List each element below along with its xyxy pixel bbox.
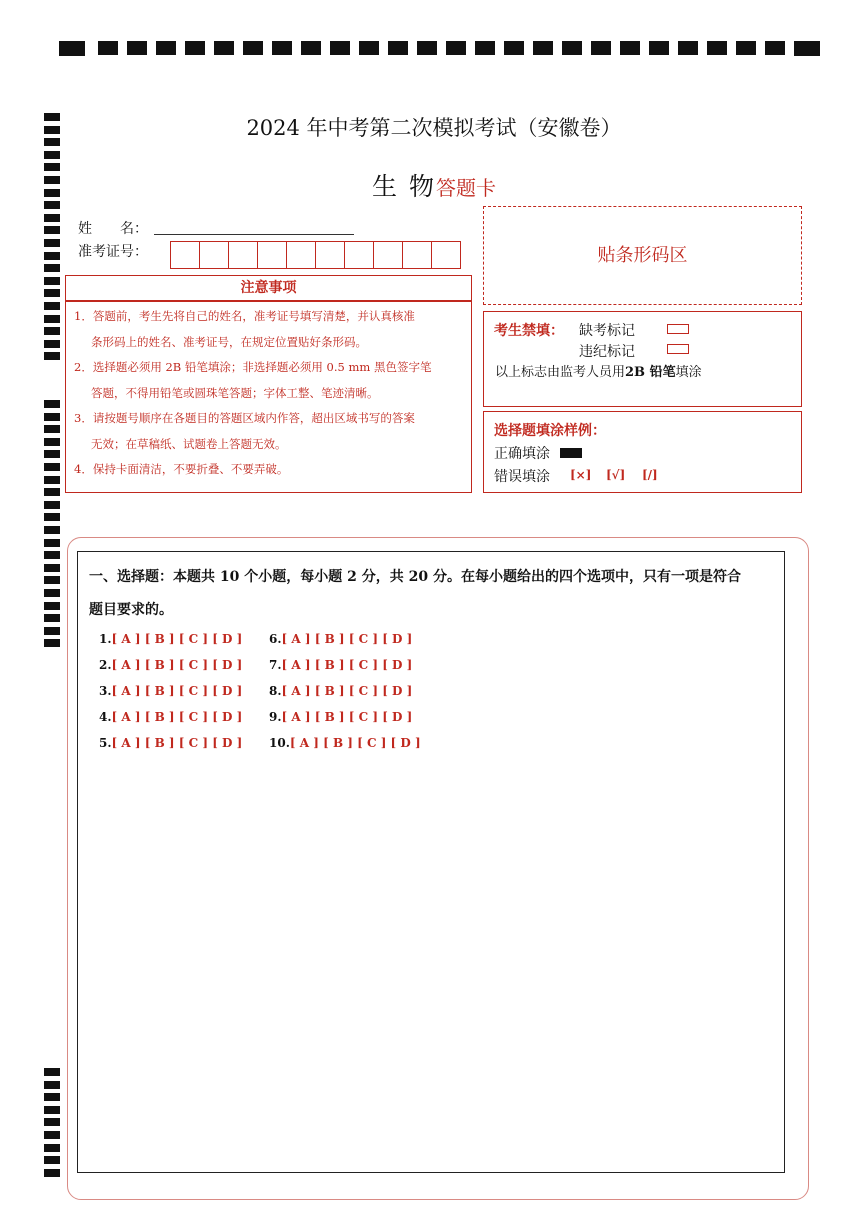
wrong-mark-2: [√] — [606, 468, 626, 482]
answer-options[interactable]: [ A ] [ B ] [ C ] [ D ] — [281, 684, 413, 698]
timing-mark — [44, 501, 60, 509]
question-number: 8. — [269, 684, 282, 698]
timing-mark — [44, 526, 60, 534]
timing-mark — [44, 627, 60, 635]
answer-options[interactable]: [ A ] [ B ] [ C ] [ D ] — [111, 710, 243, 724]
timing-mark — [359, 41, 379, 55]
timing-mark — [44, 602, 60, 610]
timing-mark — [59, 41, 85, 56]
timing-mark — [44, 176, 60, 184]
timing-mark — [44, 126, 60, 134]
question-number: 5. — [99, 736, 112, 750]
timing-mark — [562, 41, 582, 55]
timing-mark — [44, 289, 60, 297]
id-digit-box[interactable] — [403, 242, 432, 268]
correct-fill-sample — [560, 448, 582, 458]
id-digit-box[interactable] — [432, 242, 460, 268]
question-number: 1. — [99, 632, 112, 646]
timing-mark — [44, 450, 60, 458]
timing-mark — [44, 551, 60, 559]
id-digit-box[interactable] — [171, 242, 200, 268]
timing-mark — [44, 163, 60, 171]
timing-mark — [44, 488, 60, 496]
exam-title: 2024 年中考第二次模拟考试（安徽卷） — [246, 116, 622, 140]
choice-question[interactable] — [269, 658, 412, 672]
choice-question[interactable] — [99, 658, 242, 672]
id-label: 准考证号： — [78, 244, 148, 260]
notice-box — [65, 301, 472, 493]
timing-mark — [44, 513, 60, 521]
timing-mark — [44, 138, 60, 146]
timing-mark — [678, 41, 698, 55]
timing-mark — [44, 340, 60, 348]
question-number: 3. — [99, 684, 112, 698]
id-digit-box[interactable] — [229, 242, 258, 268]
timing-mark — [707, 41, 727, 55]
timing-mark — [44, 302, 60, 310]
forbidden-label: 考生禁填： — [494, 323, 564, 339]
timing-mark — [44, 589, 60, 597]
subject-name: 生 物 — [372, 172, 436, 201]
name-label: 姓 名： — [78, 221, 148, 237]
notice-line: 条形码上的姓名、准考证号，在规定位置贴好条形码。 — [91, 335, 367, 349]
question-number: 10. — [269, 736, 290, 750]
barcode-area: 贴条形码区 — [483, 206, 802, 305]
timing-mark — [127, 41, 147, 55]
subject-title — [0, 167, 868, 203]
note-bold: 2B 铅笔 — [625, 365, 676, 380]
timing-mark — [44, 277, 60, 285]
timing-mark — [44, 151, 60, 159]
timing-mark — [44, 315, 60, 323]
question-number: 6. — [269, 632, 282, 646]
note-prefix: 以上标志由监考人员用 — [495, 365, 626, 380]
sample-title: 选择题填涂样例： — [494, 423, 606, 439]
choice-question[interactable] — [269, 710, 412, 724]
wrong-label: 错误填涂 — [494, 469, 550, 485]
timing-mark — [301, 41, 321, 55]
question-number: 7. — [269, 658, 282, 672]
absent-label: 缺考标记 — [579, 323, 635, 339]
sample-box — [483, 411, 802, 493]
id-digit-box[interactable] — [345, 242, 374, 268]
id-digit-box[interactable] — [316, 242, 345, 268]
id-digit-box[interactable] — [374, 242, 403, 268]
timing-mark — [44, 425, 60, 433]
violation-mark-box[interactable] — [667, 344, 689, 354]
section1-heading: 一、选择题：本题共 10 个小题，每小题 2 分，共 20 分。在每小题给出的四个选项中，只有一项是符合 — [89, 569, 741, 585]
timing-mark — [156, 41, 176, 55]
answer-options[interactable]: [ A ] [ B ] [ C ] [ D ] — [281, 632, 413, 646]
timing-mark — [44, 201, 60, 209]
notice-line: 答题，不得用铅笔或圆珠笔答题；字体工整、笔迹清晰。 — [91, 386, 379, 400]
timing-mark — [44, 639, 60, 647]
forbidden-note — [495, 361, 702, 380]
timing-mark — [44, 352, 60, 360]
choice-question[interactable] — [99, 736, 242, 750]
notice-line: 无效；在草稿纸、试题卷上答题无效。 — [91, 437, 287, 451]
timing-mark — [388, 41, 408, 55]
id-digit-box[interactable] — [287, 242, 316, 268]
timing-mark — [185, 41, 205, 55]
timing-mark — [44, 264, 60, 272]
name-field[interactable] — [154, 234, 354, 235]
timing-mark — [44, 214, 60, 222]
timing-mark — [44, 1068, 60, 1076]
answer-options[interactable]: [ A ] [ B ] [ C ] [ D ] — [289, 736, 421, 750]
wrong-mark-1: [×] — [570, 468, 592, 482]
violation-label: 违纪标记 — [579, 344, 635, 360]
forbidden-box — [483, 311, 802, 407]
timing-mark — [272, 41, 292, 55]
timing-mark — [44, 252, 60, 260]
id-digit-box[interactable] — [200, 242, 229, 268]
choice-question[interactable] — [99, 710, 242, 724]
answer-options[interactable]: [ A ] [ B ] [ C ] [ D ] — [281, 710, 413, 724]
absent-mark-box[interactable] — [667, 324, 689, 334]
timing-mark — [533, 41, 553, 55]
timing-mark — [243, 41, 263, 55]
answer-options[interactable]: [ A ] [ B ] [ C ] [ D ] — [111, 684, 243, 698]
subject-suffix: 答题卡 — [435, 176, 496, 200]
timing-mark — [44, 1118, 60, 1126]
id-digit-box[interactable] — [258, 242, 287, 268]
question-number: 4. — [99, 710, 112, 724]
timing-mark — [475, 41, 495, 55]
timing-mark — [44, 1081, 60, 1089]
timing-mark — [44, 564, 60, 572]
timing-mark — [44, 1169, 60, 1177]
timing-mark — [44, 1144, 60, 1152]
timing-mark — [44, 539, 60, 547]
timing-mark — [44, 226, 60, 234]
notice-line: 4．保持卡面清洁，不要折叠、不要弄破。 — [74, 462, 289, 476]
timing-mark — [44, 614, 60, 622]
notice-line: 2．选择题必须用 2B 铅笔填涂；非选择题必须用 0.5 mm 黑色签字笔 — [74, 360, 432, 374]
section1-heading-cont: 题目要求的。 — [89, 602, 173, 618]
timing-mark — [44, 438, 60, 446]
answer-options[interactable]: [ A ] [ B ] [ C ] [ D ] — [111, 658, 243, 672]
note-suffix: 填涂 — [675, 365, 702, 380]
wrong-mark-3: [/] — [642, 468, 658, 482]
timing-mark — [330, 41, 350, 55]
timing-mark — [44, 1131, 60, 1139]
timing-mark — [44, 476, 60, 484]
timing-mark — [44, 189, 60, 197]
timing-mark — [591, 41, 611, 55]
timing-mark — [44, 463, 60, 471]
timing-mark — [98, 41, 118, 55]
answer-options[interactable]: [ A ] [ B ] [ C ] [ D ] — [111, 736, 243, 750]
answer-options[interactable]: [ A ] [ B ] [ C ] [ D ] — [281, 658, 413, 672]
correct-label: 正确填涂 — [494, 446, 550, 462]
timing-mark — [649, 41, 669, 55]
timing-mark — [620, 41, 640, 55]
timing-mark — [736, 41, 756, 55]
timing-mark — [44, 576, 60, 584]
id-number-boxes[interactable] — [170, 241, 461, 269]
timing-mark — [44, 1156, 60, 1164]
notice-heading: 注意事项 — [65, 275, 472, 301]
question-number: 9. — [269, 710, 282, 724]
timing-mark — [44, 413, 60, 421]
timing-mark — [44, 400, 60, 408]
notice-line: 1．答题前，考生先将自己的姓名，准考证号填写清楚，并认真核准 — [74, 309, 415, 323]
timing-mark — [44, 1106, 60, 1114]
timing-mark — [44, 327, 60, 335]
timing-mark — [417, 41, 437, 55]
choice-question[interactable] — [99, 684, 242, 698]
choice-question[interactable] — [269, 632, 412, 646]
choice-question[interactable] — [269, 684, 412, 698]
choice-question[interactable] — [269, 736, 421, 750]
timing-mark — [214, 41, 234, 55]
timing-mark — [446, 41, 466, 55]
timing-mark — [765, 41, 785, 55]
answer-options[interactable]: [ A ] [ B ] [ C ] [ D ] — [111, 632, 243, 646]
question-number: 2. — [99, 658, 112, 672]
timing-mark — [44, 113, 60, 121]
timing-mark — [504, 41, 524, 55]
timing-mark — [44, 239, 60, 247]
timing-mark — [794, 41, 820, 56]
choice-question[interactable] — [99, 632, 242, 646]
notice-line: 3．请按题号顺序在各题目的答题区域内作答，超出区域书写的答案 — [74, 411, 415, 425]
timing-mark — [44, 1093, 60, 1101]
